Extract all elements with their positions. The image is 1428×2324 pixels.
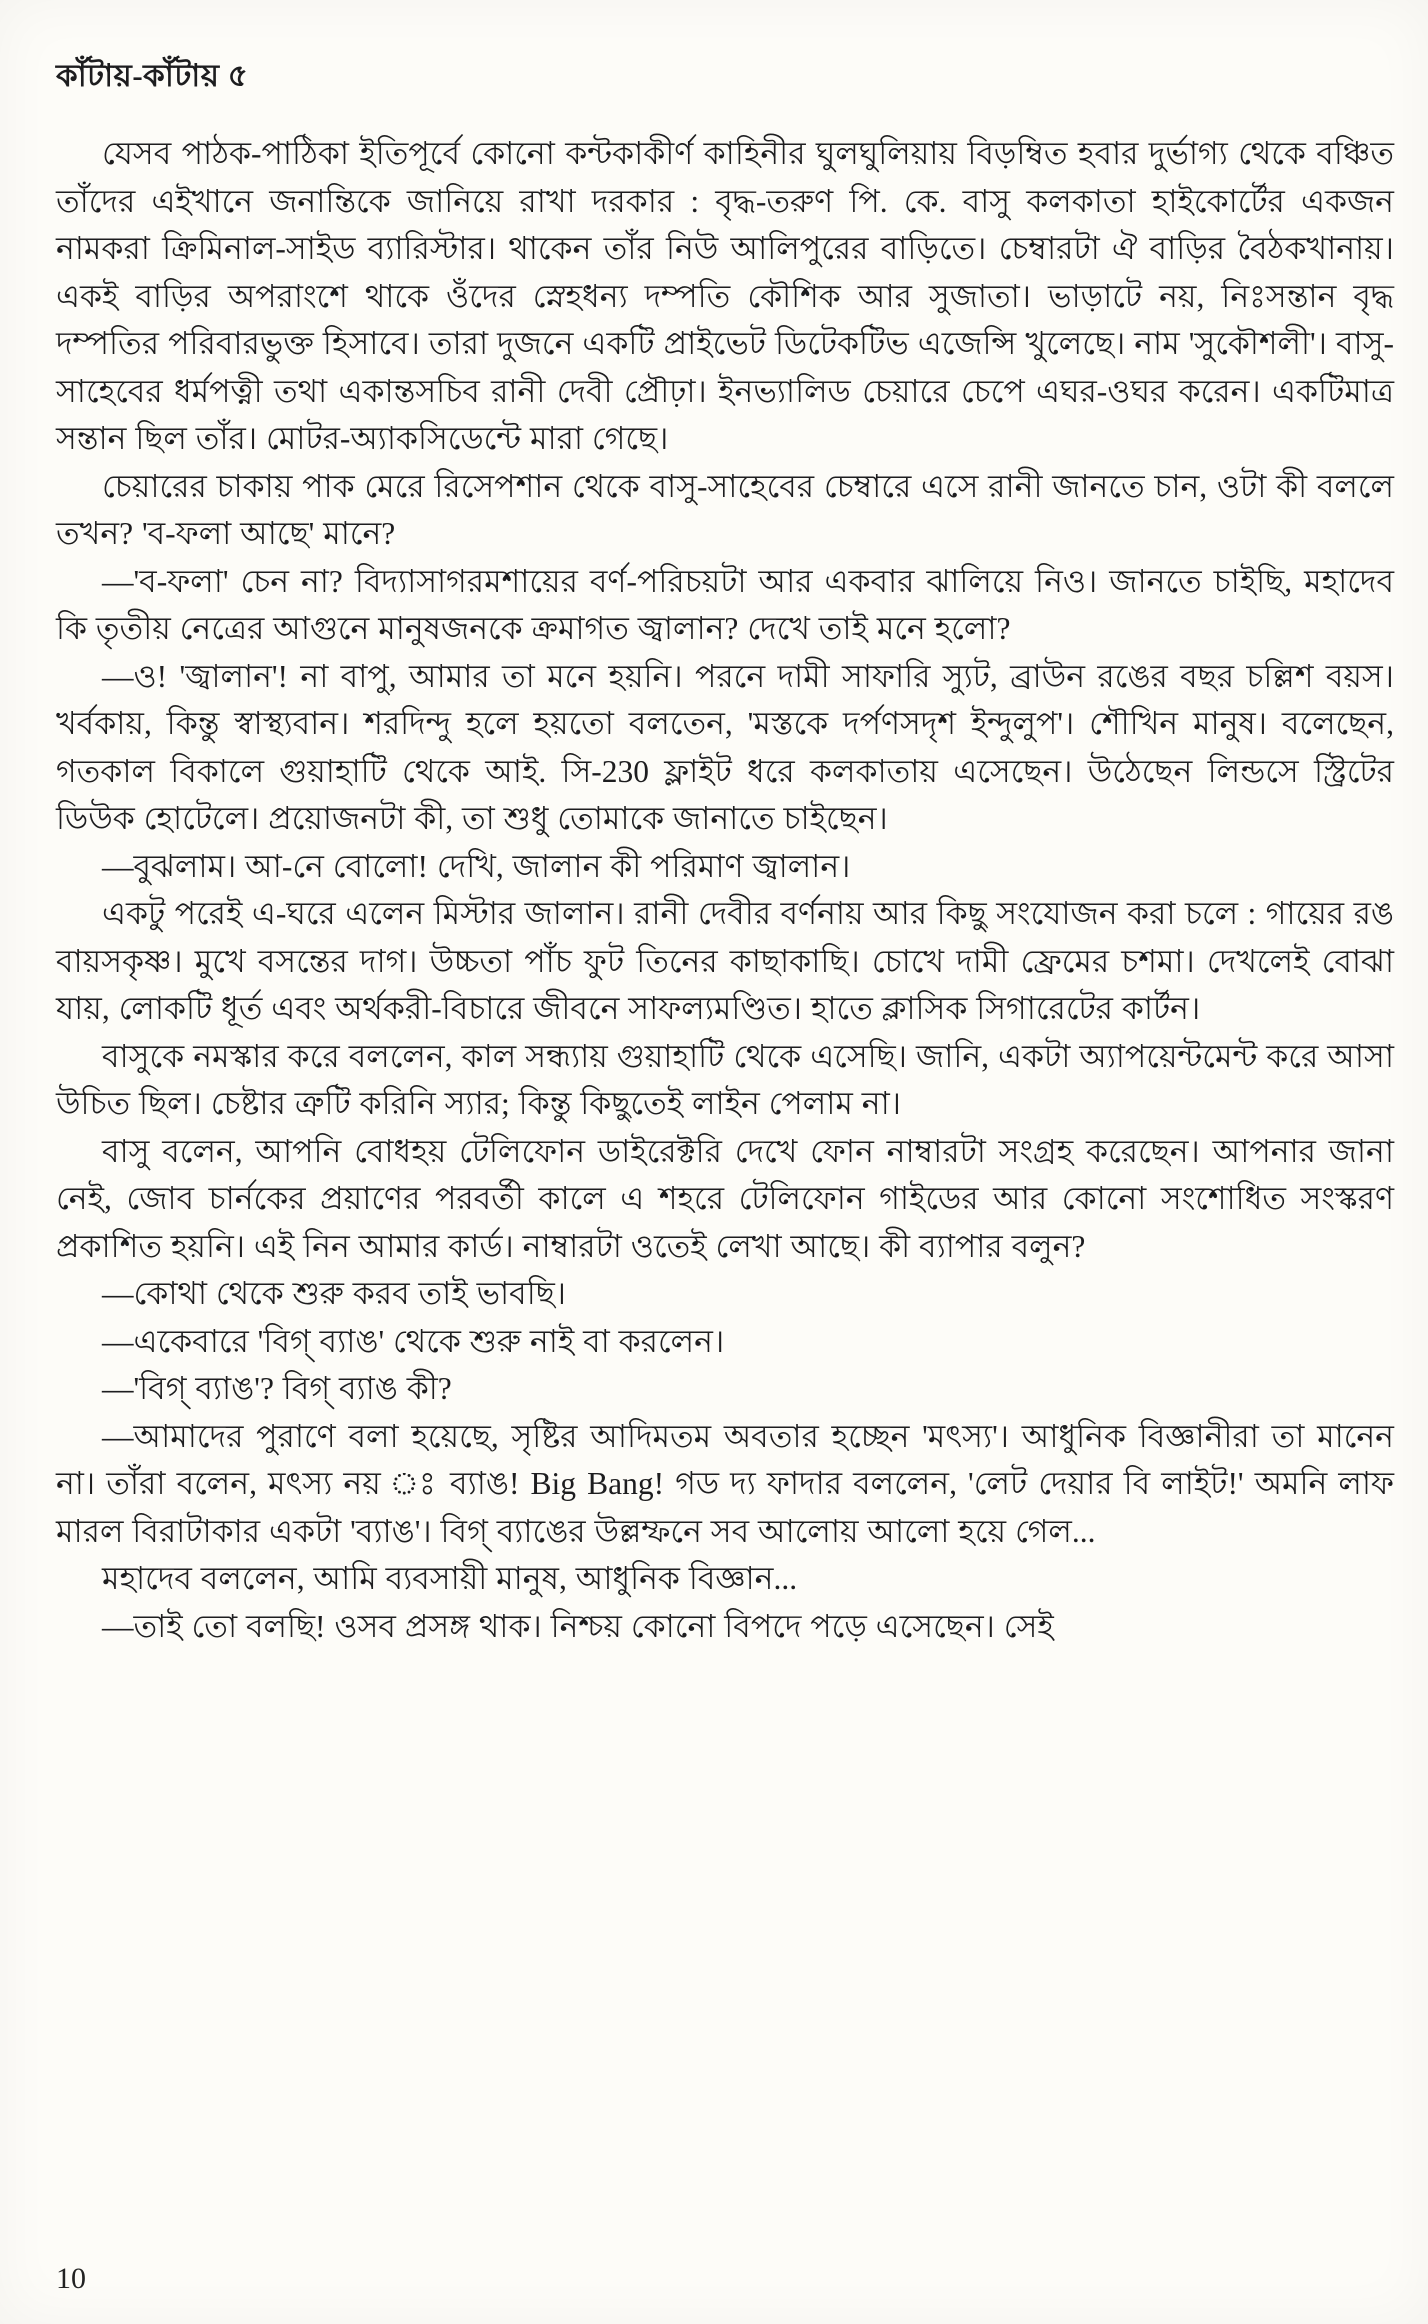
paragraph: বাসু বলেন, আপনি বোধহয় টেলিফোন ডাইরেক্টরি দেখে ফোন নাম্বারটা সংগ্রহ করেছেন। আপনার জানা নেই, জোব চার্নকের প্রয়াণের পরবর্তী কালে এ শহরে টেলিফোন গাইডের আর কোনো সংশোধিত সংস্করণ প্রকাশিত হয়নি। এই নিন আমার কার্ড। নাম্বারটা ওতেই লেখা আছে। কী ব্যাপার বলুন? (56, 1133, 1394, 1264)
paragraph: —ও! 'জ্বালান'! না বাপু, আমার তা মনে হয়নি। পরনে দামী সাফারি স্যুট, ব্রাউন রঙের বছর চল্লিশ বয়স। খর্বকায়, কিন্তু স্বাস্থ্যবান। শরদিন্দু হলে হয়তো বলতেন, 'মস্তকে দর্পণসদৃশ ইন্দুলুপ'। শৌখিন মানুষ। বলেছেন, গতকাল বিকালে গুয়াহাটি থেকে আই. সি-230 ফ্লাইট ধরে কলকাতায় এসেছেন। উঠেছেন লিন্ডসে স্ট্রিটের ডিউক হোটেলে। প্রয়োজনটা কী, তা শুধু তোমাকে জানাতে চাইছেন। (56, 658, 1394, 836)
paragraph: একটু পরেই এ-ঘরে এলেন মিস্টার জালান। রানী দেবীর বর্ণনায় আর কিছু সংযোজন করা চলে : গায়ের রঙ বায়সকৃষ্ণ। মুখে বসন্তের দাগ। উচ্চতা পাঁচ ফুট তিনের কাছাকাছি। চোখে দামী ফ্রেমের চশমা। দেখলেই বোঝা যায়, লোকটি ধূর্ত এবং অর্থকরী-বিচারে জীবনে সাফল্যমণ্ডিত। হাতে ক্লাসিক সিগারেটের কার্টন। (56, 896, 1394, 1026)
paragraph: —'ব-ফলা' চেন না? বিদ্যাসাগরমশায়ের বর্ণ-পরিচয়টা আর একবার ঝালিয়ে নিও। জানতে চাইছি, মহাদেব কি তৃতীয় নেত্রের আগুনে মানুষজনকে ক্রমাগত জ্বালান? দেখে তাই মনে হলো? (56, 563, 1394, 646)
page-content (56, 52, 1394, 1650)
paragraph: —'বিগ্ ব্যাঙ'? বিগ্ ব্যাঙ কী? (102, 1371, 452, 1406)
paragraph: মহাদেব বললেন, আমি ব্যবসায়ী মানুষ, আধুনিক বিজ্ঞান... (102, 1561, 798, 1596)
paragraph: —বুঝলাম। আ-নে বোলো! দেখি, জালান কী পরিমাণ জ্বালান। (102, 848, 851, 884)
paragraph: বাসুকে নমস্কার করে বললেন, কাল সন্ধ্যায় গুয়াহাটি থেকে এসেছি। জানি, একটা অ্যাপয়েন্টমেন্ট করে আসা উচিত ছিল। চেষ্টার ত্রুটি করিনি স্যার; কিন্তু কিছুতেই লাইন পেলাম না। (56, 1038, 1394, 1121)
paragraph: যেসব পাঠক-পাঠিকা ইতিপূর্বে কোনো কন্টকাকীর্ণ কাহিনীর ঘুলঘুলিয়ায় বিড়ম্বিত হবার দুর্ভাগ্য থেকে বঞ্চিত তাঁদের এইখানে জনান্তিকে জানিয়ে রাখা দরকার : বৃদ্ধ-তরুণ পি. কে. বাসু কলকাতা হাইকোর্টের একজন নামকরা ক্রিমিনাল-সাইড ব্যারিস্টার। থাকেন তাঁর নিউ আলিপুরের বাড়িতে। চেম্বারটা ঐ বাড়ির বৈঠকখানায়। একই বাড়ির অপরাংশে থাকে ওঁদের স্নেহধন্য দম্পতি কৌশিক আর সুজাতা। ভাড়াটে নয়, নিঃসন্তান বৃদ্ধ দম্পতির পরিবারভুক্ত হিসাবে। তারা দুজনে একটি প্রাইভেট ডিটেকটিভ এজেন্সি খুলেছে। নাম 'সুকৌশলী'। বাসু-সাহেবের ধর্মপত্নী তথা একান্তসচিব রানী দেবী প্রৌঢ়া। ইনভ্যালিড চেয়ারে চেপে এঘর-ওঘর করেন। একটিমাত্র সন্তান ছিল তাঁর। মোটর-অ্যাকসিডেন্টে মারা গেছে। (56, 136, 1394, 456)
paragraph: চেয়ারের চাকায় পাক মেরে রিসেপশান থেকে বাসু-সাহেবের চেম্বারে এসে রানী জানতে চান, ওটা কী বললে তখন? 'ব-ফলা আছে' মানে? (56, 468, 1394, 551)
paragraph: —কোথা থেকে শুরু করব তাই ভাবছি। (102, 1276, 567, 1311)
chapter-header: কাঁটায়-কাঁটায় ৫ (56, 58, 249, 93)
page-number: 10 (56, 2262, 86, 2295)
paragraph: —তাই তো বলছি! ওসব প্রসঙ্গ থাক। নিশ্চয় কোনো বিপদে পড়ে এসেছেন। সেই (102, 1608, 1054, 1644)
paragraph: —একেবারে 'বিগ্ ব্যাঙ' থেকে শুরু নাই বা করলেন। (102, 1323, 725, 1359)
paragraph: —আমাদের পুরাণে বলা হয়েছে, সৃষ্টির আদিমতম অবতার হচ্ছেন 'মৎস্য'। আধুনিক বিজ্ঞানীরা তা মানেন না। তাঁরা বলেন, মৎস্য নয় ঃ ব্যাঙ! Big Bang! গড দ্য ফাদার বললেন, 'লেট দেয়ার বি লাইট!' অমনি লাফ মারল বিরাটাকার একটা 'ব্যাঙ'। বিগ্ ব্যাঙের উল্লম্ফনে সব আলোয় আলো হয়ে গেল... (56, 1418, 1394, 1549)
